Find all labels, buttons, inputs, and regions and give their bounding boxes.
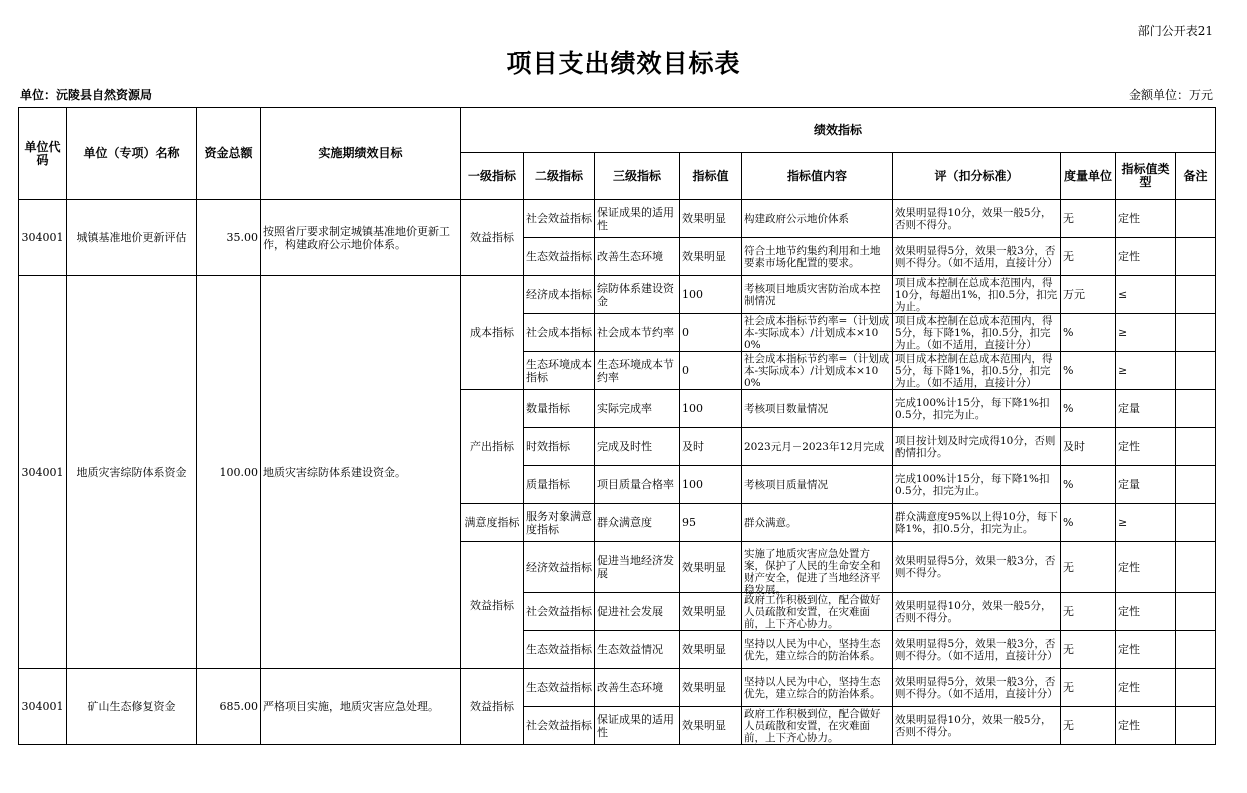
- scoring-standard-cell: [893, 669, 1061, 707]
- level3-indicator: 实际完成率: [595, 390, 680, 428]
- level1-indicator: 满意度指标: [461, 504, 524, 542]
- indicator-value: 效果明显: [680, 542, 742, 593]
- value-type: 定性: [1116, 631, 1176, 669]
- level1-indicator: 成本指标: [461, 276, 524, 390]
- level2-indicator: 社会成本指标: [524, 314, 595, 352]
- indicator-content-cell: [742, 352, 893, 390]
- scoring-standard-cell: [893, 504, 1061, 542]
- indicator-content-cell: [742, 593, 893, 631]
- level2-indicator: 社会效益指标: [524, 593, 595, 631]
- indicator-value: 效果明显: [680, 238, 742, 276]
- level2-indicator: 生态效益指标: [524, 631, 595, 669]
- indicator-content-cell: [742, 542, 893, 596]
- indicator-value: 效果明显: [680, 631, 742, 669]
- measure-unit: %: [1061, 352, 1116, 390]
- level3-indicator: 生态效益情况: [595, 631, 680, 669]
- project-name: 城镇基准地价更新评估: [67, 200, 197, 276]
- header-goal: 实施期绩效目标: [261, 108, 461, 200]
- indicator-content-cell: [742, 707, 893, 745]
- scoring-standard: 项目按计划及时完成得10分，否则酌情扣分。: [895, 434, 1056, 459]
- value-type: 定性: [1116, 200, 1176, 238]
- indicator-content-cell: [742, 631, 893, 669]
- indicator-content-cell: [742, 276, 893, 314]
- level1-indicator: 效益指标: [461, 200, 524, 276]
- indicator-content: 坚持以人民为中心，坚持生态优先，建立综合的防治体系。: [744, 637, 881, 662]
- measure-unit: %: [1061, 504, 1116, 542]
- level2-indicator: 经济效益指标: [524, 542, 595, 593]
- scoring-standard: 效果明显得10分，效果一般5分，否则不得分。: [895, 713, 1052, 738]
- value-type: 定量: [1116, 466, 1176, 504]
- indicator-content: 社会成本指标节约率=（计划成本-实际成本）/计划成本×100%: [744, 314, 890, 351]
- level3-indicator: 促进社会发展: [595, 593, 680, 631]
- level2-indicator: 社会效益指标: [524, 200, 595, 238]
- level3-indicator: 改善生态环境: [595, 238, 680, 276]
- measure-unit: %: [1061, 390, 1116, 428]
- header-performance: 绩效指标: [461, 108, 1216, 153]
- indicator-content: 政府工作积极到位，配合做好人员疏散和安置，在灾难面前，上下齐心协力。: [744, 593, 881, 630]
- indicator-content-cell: [742, 669, 893, 707]
- scoring-standard-cell: [893, 631, 1061, 669]
- level3-indicator: 综防体系建设资金: [595, 276, 680, 314]
- scoring-standard: 效果明显得10分，效果一般5分，否则不得分。: [895, 599, 1052, 624]
- indicator-content: 符合土地节约集约利用和土地要素市场化配置的要求。: [744, 244, 881, 269]
- header-value: 指标值: [680, 153, 742, 200]
- scoring-standard-cell: [893, 200, 1061, 238]
- scoring-standard-cell: [893, 466, 1061, 504]
- level3-indicator: 改善生态环境: [595, 669, 680, 707]
- scoring-standard: 效果明显得5分，效果一般3分，否则不得分。: [895, 555, 1056, 579]
- value-type: 定性: [1116, 238, 1176, 276]
- level3-indicator: 完成及时性: [595, 428, 680, 466]
- unit-label: 单位：沅陵县自然资源局: [20, 88, 153, 102]
- indicator-value: 100: [680, 390, 742, 428]
- indicator-content-cell: [742, 504, 893, 542]
- header-lv1: 一级指标: [461, 153, 524, 200]
- unit-code: 304001: [19, 276, 67, 669]
- table-row: [19, 200, 1216, 238]
- level3-indicator: 生态环境成本节约率: [595, 352, 680, 390]
- level2-indicator: 生态效益指标: [524, 669, 595, 707]
- header-code: 单位代码: [19, 108, 67, 200]
- header-name: 单位（专项）名称: [67, 108, 197, 200]
- level3-indicator: 项目质量合格率: [595, 466, 680, 504]
- scoring-standard-cell: [893, 352, 1061, 390]
- measure-unit: %: [1061, 314, 1116, 352]
- note: [1176, 200, 1216, 238]
- level2-indicator: 经济成本指标: [524, 276, 595, 314]
- scoring-standard: 效果明显得10分，效果一般5分，否则不得分。: [895, 206, 1052, 231]
- funds-total: 100.00: [197, 276, 261, 669]
- measure-unit: %: [1061, 466, 1116, 504]
- note: [1176, 466, 1216, 504]
- scoring-standard-cell: [893, 428, 1061, 466]
- project-name: 矿山生态修复资金: [67, 669, 197, 745]
- measure-unit: 无: [1061, 542, 1116, 593]
- indicator-value: 效果明显: [680, 593, 742, 631]
- header-funds: 资金总额: [197, 108, 261, 200]
- scoring-standard-cell: [893, 276, 1061, 314]
- measure-unit: 无: [1061, 238, 1116, 276]
- indicator-content: 政府工作积极到位，配合做好人员疏散和安置，在灾难面前，上下齐心协力。: [744, 707, 881, 744]
- note: [1176, 669, 1216, 707]
- indicator-value: 100: [680, 466, 742, 504]
- note: [1176, 542, 1216, 593]
- indicator-value: 及时: [680, 428, 742, 466]
- indicator-content: 2023元月－2023年12月完成: [744, 440, 885, 453]
- measure-unit: 无: [1061, 593, 1116, 631]
- scoring-standard: 效果明显得5分，效果一般3分，否则不得分。（如不适用，直接计分）: [895, 637, 1058, 662]
- level3-indicator: 保证成果的适用性: [595, 707, 680, 745]
- note: [1176, 504, 1216, 542]
- indicator-content: 群众满意。: [744, 516, 797, 529]
- note: [1176, 631, 1216, 669]
- indicator-value: 0: [680, 314, 742, 352]
- scoring-standard: 项目成本控制在总成本范围内，得5分，每下降1%，扣0.5分，扣完为止。（如不适用，直接计分）: [895, 314, 1053, 351]
- measure-unit: 及时: [1061, 428, 1116, 466]
- indicator-value: 100: [680, 276, 742, 314]
- indicator-content: 实施了地质灾害应急处置方案，保护了人民的生命安全和财产安全，促进了当地经济平稳发展。: [744, 548, 881, 596]
- scoring-standard-cell: [893, 238, 1061, 276]
- value-type: ≥: [1116, 352, 1176, 390]
- level2-indicator: 生态效益指标: [524, 238, 595, 276]
- indicator-value: 0: [680, 352, 742, 390]
- scoring-standard: 完成100%计15分，每下降1%扣0.5分，扣完为止。: [895, 396, 1050, 421]
- scoring-standard-cell: [893, 542, 1061, 593]
- indicator-content-cell: [742, 466, 893, 504]
- scoring-standard: 效果明显得5分，效果一般3分，否则不得分。（如不适用，直接计分）: [895, 244, 1058, 269]
- indicator-content-cell: [742, 238, 893, 276]
- unit-code: 304001: [19, 200, 67, 276]
- level2-indicator: 生态环境成本指标: [524, 352, 595, 390]
- note: [1176, 428, 1216, 466]
- funds-total: 35.00: [197, 200, 261, 276]
- note: [1176, 314, 1216, 352]
- indicator-content: 构建政府公示地价体系: [744, 212, 849, 225]
- level3-indicator: 保证成果的适用性: [595, 200, 680, 238]
- note: [1176, 238, 1216, 276]
- indicator-value: 效果明显: [680, 669, 742, 707]
- indicator-content: 考核项目质量情况: [744, 478, 828, 491]
- level2-indicator: 社会效益指标: [524, 707, 595, 745]
- scoring-standard: 项目成本控制在总成本范围内，得5分，每下降1%，扣0.5分，扣完为止。（如不适用，直接计分）: [895, 352, 1053, 389]
- scoring-standard: 效果明显得5分，效果一般3分，否则不得分。（如不适用，直接计分）: [895, 675, 1058, 700]
- level2-indicator: 质量指标: [524, 466, 595, 504]
- header-value-type: 指标值类型: [1116, 153, 1176, 200]
- amount-unit-label: 金额单位：万元: [1128, 88, 1213, 102]
- level1-indicator: 产出指标: [461, 390, 524, 504]
- level1-indicator: 效益指标: [461, 669, 524, 745]
- note: [1176, 390, 1216, 428]
- level2-indicator: 时效指标: [524, 428, 595, 466]
- table-number: 部门公开表21: [1137, 24, 1213, 38]
- value-type: 定性: [1116, 542, 1176, 593]
- measure-unit: 万元: [1061, 276, 1116, 314]
- note: [1176, 593, 1216, 631]
- note: [1176, 276, 1216, 314]
- header-lv3: 三级指标: [595, 153, 680, 200]
- value-type: 定量: [1116, 390, 1176, 428]
- scoring-standard: 完成100%计15分，每下降1%扣0.5分，扣完为止。: [895, 472, 1050, 497]
- performance-table: [18, 107, 1216, 745]
- scoring-standard-cell: [893, 707, 1061, 745]
- performance-goal: 地质灾害综防体系建设资金。: [261, 276, 461, 669]
- measure-unit: 无: [1061, 707, 1116, 745]
- value-type: 定性: [1116, 669, 1176, 707]
- value-type: 定性: [1116, 593, 1176, 631]
- measure-unit: 无: [1061, 631, 1116, 669]
- indicator-content-cell: [742, 428, 893, 466]
- page-title: 项目支出绩效目标表: [506, 49, 741, 78]
- funds-total: 685.00: [197, 669, 261, 745]
- level3-indicator: 群众满意度: [595, 504, 680, 542]
- value-type: ≥: [1116, 504, 1176, 542]
- header-lv2: 二级指标: [524, 153, 595, 200]
- level2-indicator: 服务对象满意度指标: [524, 504, 595, 542]
- level1-indicator: 效益指标: [461, 542, 524, 669]
- header-content: 指标值内容: [742, 153, 893, 200]
- header-note: 备注: [1176, 153, 1216, 200]
- note: [1176, 352, 1216, 390]
- performance-goal: 按照省厅要求制定城镇基准地价更新工作，构建政府公示地价体系。: [261, 200, 461, 276]
- indicator-value: 95: [680, 504, 742, 542]
- measure-unit: 无: [1061, 669, 1116, 707]
- level3-indicator: 社会成本节约率: [595, 314, 680, 352]
- indicator-content: 考核项目地质灾害防治成本控制情况: [744, 282, 881, 307]
- indicator-content: 社会成本指标节约率=（计划成本-实际成本）/计划成本×100%: [744, 352, 890, 389]
- indicator-content-cell: [742, 314, 893, 352]
- header-measure: 度量单位: [1061, 153, 1116, 200]
- measure-unit: 无: [1061, 200, 1116, 238]
- indicator-content: 坚持以人民为中心，坚持生态优先，建立综合的防治体系。: [744, 675, 881, 700]
- scoring-standard-cell: [893, 593, 1061, 631]
- indicator-value: 效果明显: [680, 200, 742, 238]
- indicator-content: 考核项目数量情况: [744, 402, 828, 415]
- project-name: 地质灾害综防体系资金: [67, 276, 197, 669]
- performance-goal: 严格项目实施，地质灾害应急处理。: [261, 669, 461, 745]
- unit-code: 304001: [19, 669, 67, 745]
- table-row: [19, 669, 1216, 707]
- indicator-content-cell: [742, 200, 893, 238]
- value-type: ≤: [1116, 276, 1176, 314]
- indicator-content-cell: [742, 390, 893, 428]
- value-type: 定性: [1116, 707, 1176, 745]
- note: [1176, 707, 1216, 745]
- scoring-standard-cell: [893, 314, 1061, 352]
- table-row: [19, 276, 1216, 314]
- scoring-standard: 项目成本控制在总成本范围内，得10分，每超出1%，扣0.5分，扣完为止。: [895, 276, 1058, 313]
- value-type: ≥: [1116, 314, 1176, 352]
- level2-indicator: 数量指标: [524, 390, 595, 428]
- scoring-standard-cell: [893, 390, 1061, 428]
- header-score: 评（扣分标准）: [893, 153, 1061, 200]
- indicator-value: 效果明显: [680, 707, 742, 745]
- scoring-standard: 群众满意度95%以上得10分，每下降1%，扣0.5分，扣完为止。: [895, 510, 1058, 535]
- value-type: 定性: [1116, 428, 1176, 466]
- level3-indicator: 促进当地经济发展: [595, 542, 680, 593]
